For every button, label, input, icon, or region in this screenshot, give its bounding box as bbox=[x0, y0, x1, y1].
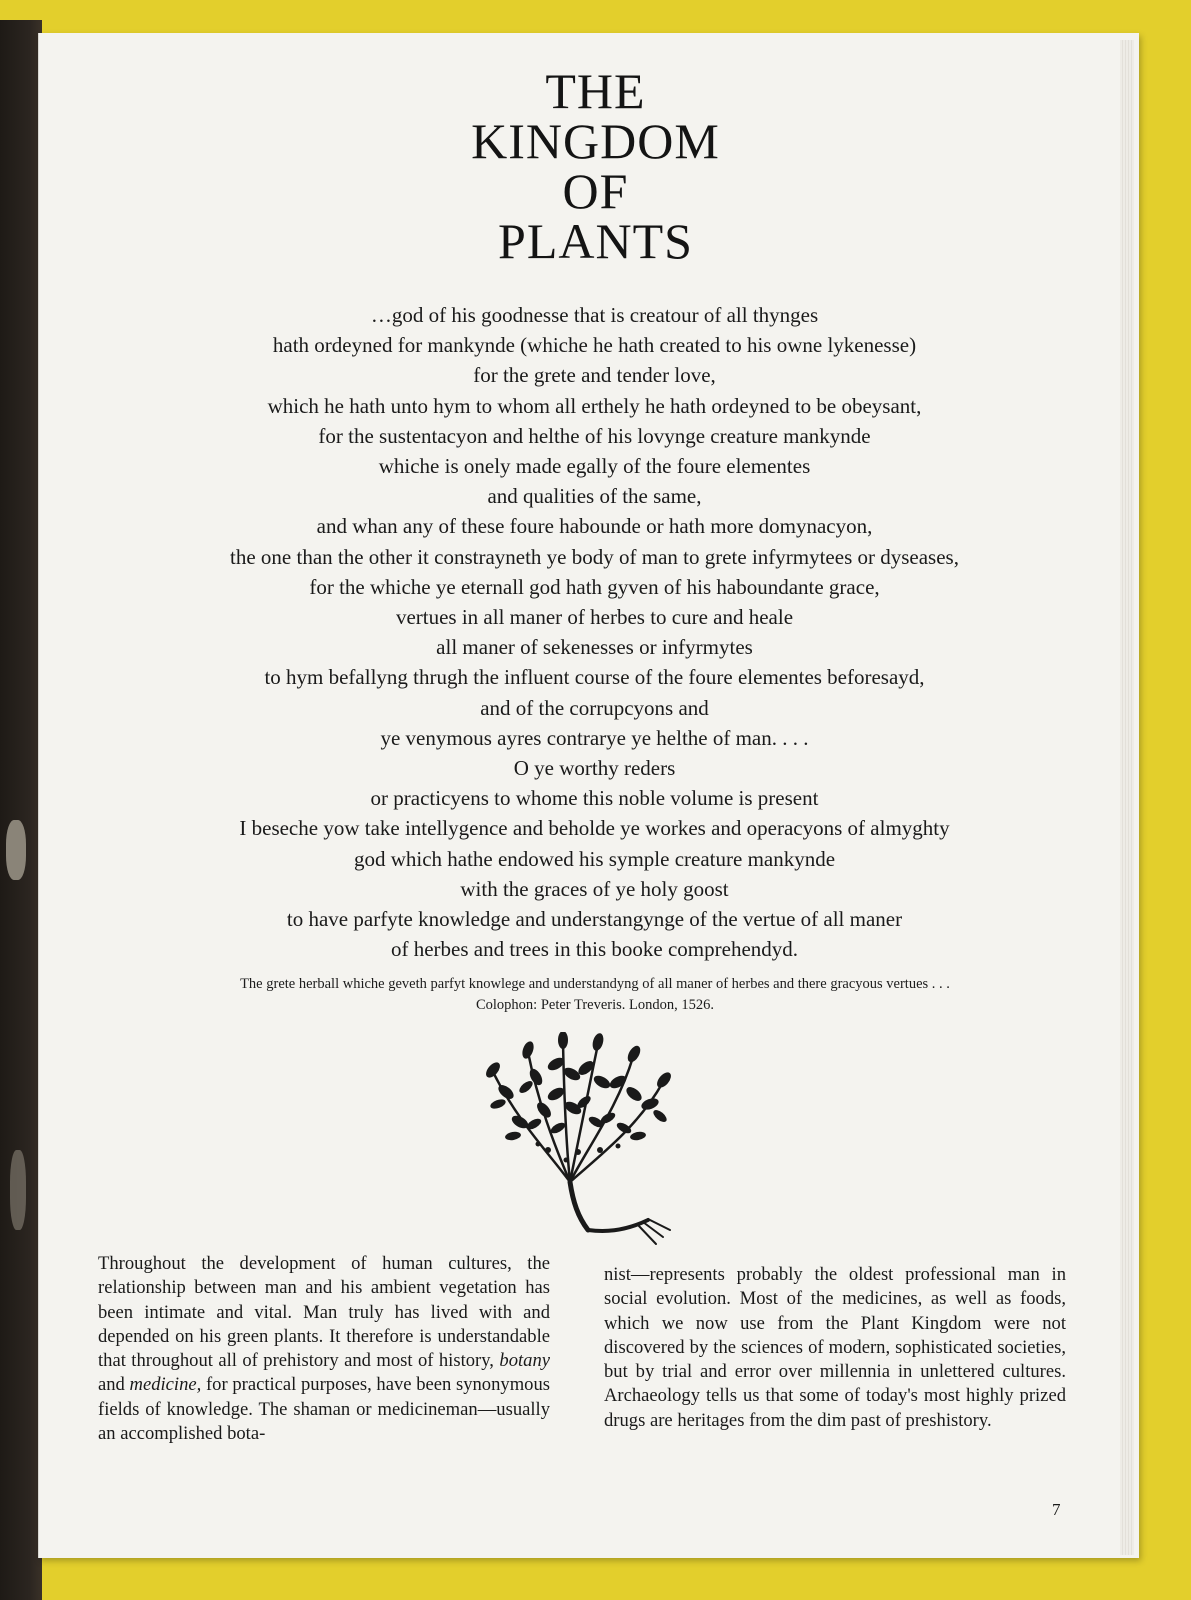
title-line: PLANTS bbox=[498, 213, 693, 269]
epigraph-line: which he hath unto hym to whom all erthely he hath ordeyned to be obeysant, bbox=[267, 393, 922, 418]
epigraph-line: the one than the other it constrayneth ye body of man to grete infyrmytees or dyseases, bbox=[230, 544, 959, 569]
epigraph-line: …god of his goodnesse that is creatour of all thynges bbox=[370, 303, 819, 327]
epigraph-line: for the sustentacyon and helthe of his lovynge creature mankynde bbox=[318, 423, 871, 448]
page-title bbox=[0, 63, 1191, 269]
source-colophon: Colophon: Peter Treveris. London, 1526. bbox=[475, 997, 715, 1013]
page-stack-edge bbox=[1120, 40, 1134, 1555]
epigraph-line: to have parfyte knowledge and understangynge of the vertue of all maner bbox=[286, 907, 903, 932]
epigraph-line: of herbes and trees in this booke comprehendyd. bbox=[390, 937, 799, 962]
body-text: and bbox=[98, 1374, 130, 1396]
title-line: KINGDOM bbox=[471, 113, 720, 169]
epigraph-line: ye venymous ayres contrarye ye helthe of man. . . . bbox=[380, 725, 809, 750]
epigraph-line: to hym befallyng thrugh the influent course of the foure elementes beforesayd, bbox=[264, 665, 925, 690]
epigraph-line: I beseche yow take intellygence and beholde ye workes and operacyons of almyghty bbox=[239, 816, 950, 841]
title-line: THE bbox=[545, 63, 646, 119]
epigraph-line: and of the corrupcyons and bbox=[480, 695, 709, 720]
title-line: OF bbox=[562, 163, 629, 219]
body-text: for practical purposes, have been synonymous fields of knowledge. The shaman or medicineman—usually an accomplished bota- bbox=[98, 1374, 550, 1445]
epigraph-line: O ye worthy reders bbox=[513, 756, 676, 781]
epigraph-line: for the grete and tender love, bbox=[473, 363, 716, 388]
epigraph-line: hath ordeyned for mankynde (whiche he hath created to his owne lykenesse) bbox=[272, 333, 917, 358]
emphasis-botany: botany bbox=[499, 1350, 550, 1372]
page-number: 7 bbox=[1052, 1500, 1061, 1519]
epigraph-line: and qualities of the same, bbox=[487, 484, 702, 509]
epigraph-line: for the whiche ye eternall god hath gyven of his haboundante grace, bbox=[309, 574, 880, 599]
epigraph-line: or practicyens to whome this noble volume is present bbox=[370, 786, 819, 811]
emphasis-medicine: medicine, bbox=[129, 1374, 202, 1396]
epigraph-line: god which hathe endowed his symple creature mankynde bbox=[353, 846, 836, 871]
body-column-left bbox=[98, 1252, 550, 1446]
epigraph-line: vertues in all maner of herbes to cure and heale bbox=[395, 605, 794, 630]
herb-woodcut-illustration bbox=[478, 1032, 678, 1247]
epigraph-line: and whan any of these foure habounde or hath more domynacyon, bbox=[316, 514, 873, 539]
epigraph bbox=[120, 300, 1069, 964]
epigraph-source bbox=[100, 974, 1090, 1016]
body-column-right: nist—represents probably the oldest professional man in social evolution. Most of the medicines, as well as foods, which we now use from the Plant Kingdom were not discovered by the sciences of modern, sophisticated societies, but by trial and error over millennia in unlettered cultures. Archaeology tells us that some of today's most highly prized drugs are heritages from the dim past of preshistory. bbox=[604, 1264, 1066, 1431]
epigraph-line: with the graces of ye holy goost bbox=[460, 876, 729, 901]
epigraph-line: whiche is onely made egally of the foure elementes bbox=[378, 454, 811, 479]
body-text: Throughout the development of human cultures, the relationship between man and his ambient vegetation has been intimate and vital. Man truly has lived with and depended on his green plants. It therefore is understandable that throughout all of prehistory and most of history, bbox=[98, 1253, 550, 1372]
epigraph-line: all maner of sekenesses or infyrmytes bbox=[436, 635, 753, 660]
source-title: The grete herball whiche geveth parfyt knowlege and understandyng of all maner of herbes and there gracyous vertues . . . bbox=[240, 976, 950, 992]
